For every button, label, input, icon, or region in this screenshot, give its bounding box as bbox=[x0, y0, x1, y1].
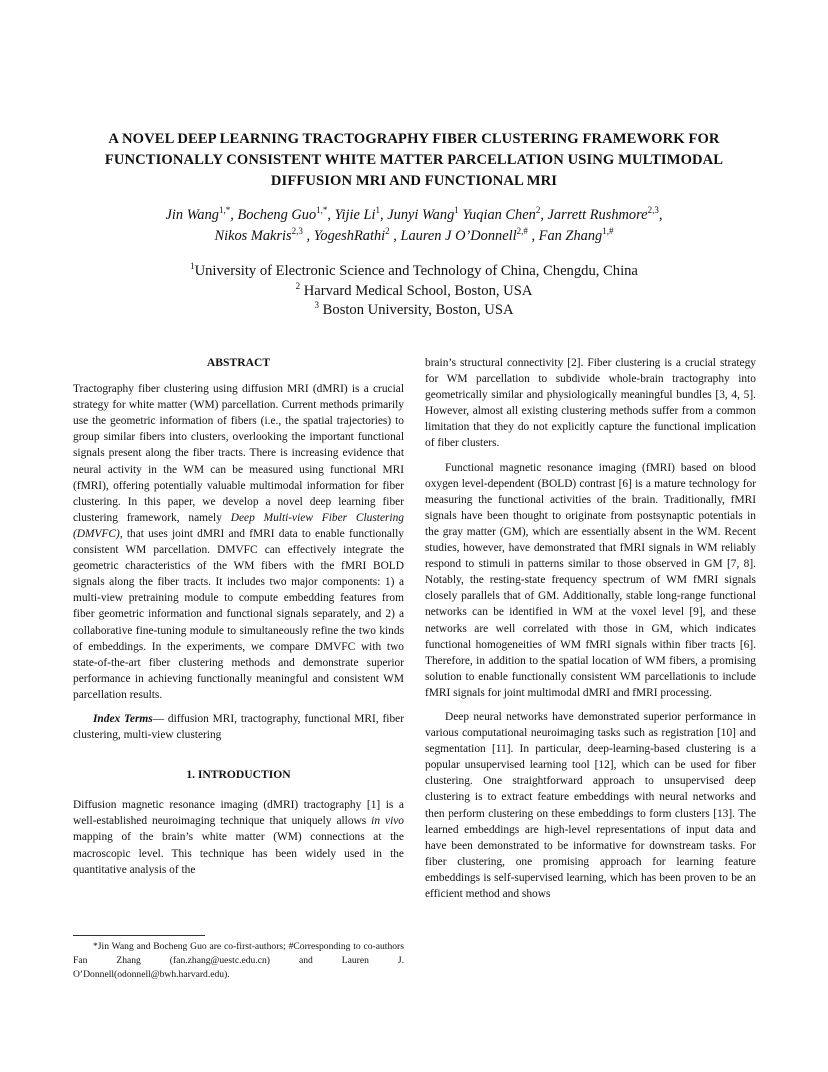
author-list bbox=[60, 205, 768, 247]
affiliation: $^2$ Harvard Medical School, Boston, USA bbox=[295, 280, 533, 299]
intro-paragraph: Diffusion magnetic resonance imaging (dMRI) tractography [1] is a well-established neuroimaging technique that uniquely allows in vivo mapping of the brain’s white matter (WM) connections at the macroscopic level. This technique has been widely used in the quantitative analysis of the bbox=[73, 799, 404, 876]
author: Junyi Wang bbox=[387, 207, 455, 223]
abstract-heading: ABSTRACT bbox=[206, 356, 271, 369]
affiliation: $^3$ Boston University, Boston, USA bbox=[314, 300, 514, 318]
author: Jin Wang bbox=[165, 207, 219, 223]
author-affil-mark: 2 bbox=[385, 226, 390, 237]
paragraph: Deep neural networks have demonstrated superior performance in various computational neuroimaging tasks such as registration [10] and segmentation [11]. In particular, deep-learning-based clustering is a popular unsupervised learning tool [12], which can be used for fiber clustering. One straightforward approach to unsupervised deep clustering is to extract feature embeddings with neural networks and then perform clustering on these embeddings to form clusters [13]. The learned embeddings are high-level representations of input data and have been demonstrated to be informative for downstream tasks. For fiber clustering, one promising approach for learning feature embeddings is self-supervised learning, which has been proven to be an efficient method and shows bbox=[425, 710, 756, 900]
author-affil-mark: 1,* bbox=[218, 205, 231, 216]
author-affil-mark: 1 bbox=[375, 205, 381, 216]
left-column bbox=[73, 355, 404, 878]
author: Yuqian Chen bbox=[462, 207, 536, 223]
author-affil-mark: 2,3 bbox=[291, 226, 303, 237]
abstract-body: Tractography fiber clustering using diffusion MRI (dMRI) is a crucial strategy for white matter (WM) parcellation. Current methods primarily use the geometric information of fibers (i.e., the spatial trajectories) to group similar fibers into clusters, overlooking the important functional signals present along the fiber tracts. There is increasing evidence that neural activity in the WM can be measured using functional MRI (fMRI), offering potentially valuable multimodal information for fiber clustering. In this paper, we develop a novel deep learning fiber clustering framework, namely Deep Multi-view Fiber Clustering (DMVFC), that uses joint dMRI and fMRI data to enable functionally consistent WM parcellation. DMVFC can effectively integrate the geometric characteristics of the WM fibers with the fMRI BOLD signals along the fiber tracts. It includes two major components: 1) a multi-view pretraining module to compute embedding features from fiber geometric information and functional signals separately, and 2) a collaborative fine-tuning module to simultaneously refine the two kinds of embeddings. In the experiments, we compare DMVFC with two state-of-the-art fiber clustering methods and demonstrate superior performance in achieving functionally meaningful and consistent WM parcellation results. bbox=[73, 383, 404, 701]
author: Nikos Makris bbox=[214, 228, 292, 244]
index-terms-label: Index Terms bbox=[93, 712, 153, 725]
author-affil-mark: 1,# bbox=[602, 226, 614, 237]
title-line: FUNCTIONALLY CONSISTENT WHITE MATTER PARCELLATION USING MULTIMODAL bbox=[104, 152, 724, 168]
paper-title bbox=[60, 129, 768, 192]
section-heading: 1. INTRODUCTION bbox=[186, 768, 291, 782]
affiliation: $^1$University of Electronic Science and Technology of China, Chengdu, China bbox=[190, 261, 638, 279]
title-line: DIFFUSION MRI AND FUNCTIONAL MRI bbox=[270, 173, 558, 189]
footnote: *Jin Wang and Bocheng Guo are co-first-authors; #Corresponding to co-authors Fan Zhang (fan.zhang@uestc.edu.cn) and Lauren J. O’Donnell(odonnell@bwh.harvard.edu). bbox=[73, 941, 404, 980]
title-line: A NOVEL DEEP LEARNING TRACTOGRAPHY FIBER CLUSTERING FRAMEWORK FOR bbox=[108, 131, 720, 147]
author-affil-mark: 1,* bbox=[316, 205, 328, 216]
author-line: Nikos Makris$^{2,3}$ , YogeshRathi$^2$ , Lauren J O’Donnell$^{2,\#}$ , Fan Zhang$^{1,\#}$ bbox=[214, 226, 614, 244]
author: Jarrett Rushmore bbox=[547, 207, 648, 223]
affiliations bbox=[60, 262, 768, 321]
author: Lauren J O’Donnell bbox=[400, 228, 517, 244]
index-terms: Index Terms— diffusion MRI, tractography, functional MRI, fiber clustering, multi-view clustering bbox=[73, 712, 404, 742]
author-affil-mark: 1 bbox=[454, 205, 459, 216]
author-affil-mark: 2,# bbox=[516, 226, 528, 237]
author: Yijie Li bbox=[334, 207, 376, 223]
footnote-divider bbox=[73, 935, 205, 936]
author-affil-mark: 2 bbox=[535, 205, 541, 216]
method-name: Deep Multi-view Fiber Clustering (DMVFC) bbox=[73, 511, 404, 540]
paragraph: Functional magnetic resonance imaging (fMRI) based on blood oxygen level-dependent (BOLD) contrast [6] is a mature technology for measuring the functional activities of the brain. Traditionally, fMRI signals have been thought to originate from postsynaptic potentials in the gray matter (GM), which are essentially absent in the WM. Recent studies, however, have demonstrated that fMRI signals in WM reliably respond to stimuli in patterns similar to those observed in GM [7, 8]. Notably, the resting-state frequency spectrum of WM fMRI signals closely parallels that of GM. Additionally, stable long-range functional networks can be identified in WM at the voxel level [9], and these networks are well correlated with those in GM, which indicates functional homogeneities of WM fMRI signals within fiber tracts [6]. Therefore, in addition to the spatial location of WM fibers, a promising solution to enable functionally consistent WM parcellationis to include fMRI signals for joint multimodal dMRI and fMRI processing. bbox=[425, 461, 756, 699]
paragraph: brain’s structural connectivity [2]. Fiber clustering is a crucial strategy for WM parcellation to subdivide whole-brain tractography into geometrically similar and physiologically meaningful bundles [3, 4, 5]. However, almost all existing clustering methods suffer from a common limitation that they do not explicitly capture the functional implication of fiber clusters. bbox=[425, 357, 756, 450]
right-column bbox=[425, 355, 756, 902]
author: Fan Zhang bbox=[538, 228, 603, 244]
author: YogeshRathi bbox=[313, 228, 386, 244]
author: Bocheng Guo bbox=[237, 207, 317, 223]
author-affil-mark: 2,3 bbox=[647, 205, 659, 216]
author-line: Jin Wang$^{1,*}$, Bocheng Guo$^{1,*}$, Yijie Li$^1$, Junyi Wang$^1$ Yuqian Chen$^2$, Jarrett Rushmore$^{2,3}$, bbox=[165, 205, 663, 223]
